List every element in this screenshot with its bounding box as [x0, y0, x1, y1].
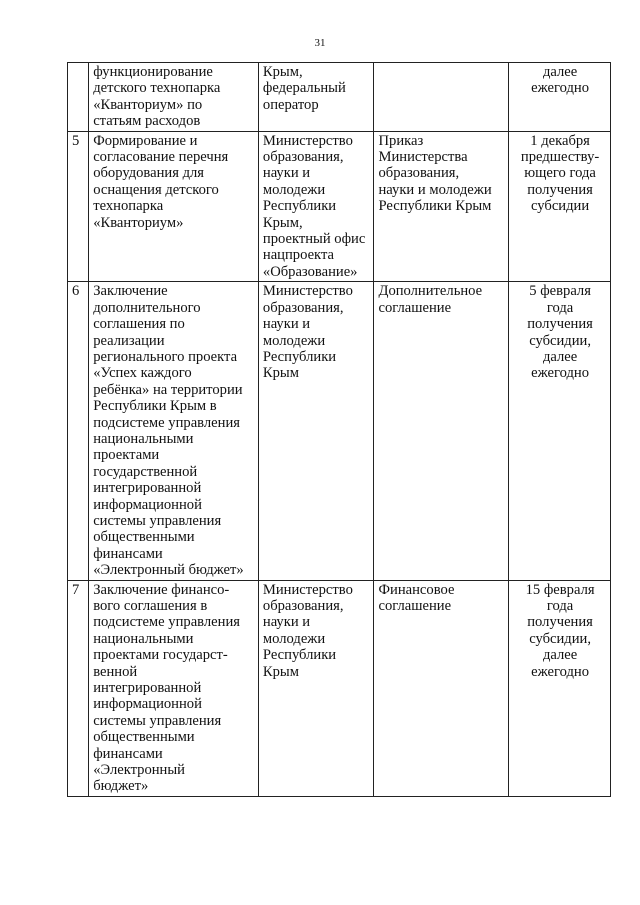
document-cell-line: образования, — [378, 165, 460, 182]
responsible-cell-line: Министерство — [262, 283, 353, 300]
action-cell — [89, 282, 259, 580]
action-cell-line: информационной — [93, 696, 202, 713]
action-cell-line: Республики Крым в — [93, 398, 217, 415]
term-cell — [509, 282, 611, 580]
responsible-cell-line: Крым — [262, 663, 299, 680]
document-cell-line: Республики Крым — [378, 198, 492, 215]
term-cell-line: получения — [527, 614, 593, 631]
term-cell-line: субсидии — [531, 198, 590, 215]
row-number-cell: 7 — [68, 580, 89, 796]
responsible-cell — [258, 131, 374, 282]
plan-table — [67, 62, 611, 797]
page-number: 31 — [314, 37, 326, 49]
action-cell — [89, 131, 259, 282]
term-cell-line: 1 декабря — [530, 132, 590, 149]
term-cell-line: ежегодно — [531, 80, 590, 97]
action-cell-line: оснащения детского — [93, 181, 219, 198]
action-cell-line: ребёнка» на территории — [93, 381, 243, 398]
action-cell-line: «Успех каждого — [93, 365, 192, 382]
responsible-cell-line: науки и — [262, 165, 311, 182]
action-cell-line: дополнительного — [93, 299, 201, 316]
term-cell-line: года — [546, 299, 574, 316]
action-cell-line: вого соглашения в — [93, 598, 208, 614]
document-cell-line: Дополнительное — [378, 283, 483, 300]
action-cell-line: системы управления — [93, 712, 222, 729]
action-cell-line: финансами — [93, 545, 163, 562]
action-cell-line: информационной — [93, 496, 202, 513]
term-cell-line: получения — [527, 181, 593, 198]
action-cell-line: оборудования для — [93, 165, 205, 182]
responsible-cell-line: оператор — [262, 96, 319, 113]
action-cell-line: общественными — [93, 529, 195, 546]
action-cell-line: функционирование — [93, 64, 213, 80]
responsible-cell-line: Республики — [262, 198, 337, 215]
action-cell-line: национальными — [93, 630, 194, 647]
table-body — [68, 63, 611, 797]
responsible-cell — [258, 63, 374, 132]
action-cell-line: общественными — [93, 729, 195, 746]
responsible-cell-line: молодежи — [262, 630, 326, 647]
action-cell-line: проектами государст- — [93, 647, 228, 664]
action-cell-line: Заключение — [93, 283, 168, 300]
term-cell-line: предшеству- — [520, 149, 600, 166]
responsible-cell — [258, 282, 374, 580]
document-cell — [374, 63, 509, 132]
action-cell-line: регионального проекта — [93, 348, 238, 365]
document-cell-line: Финансовое — [378, 581, 455, 598]
action-cell-line: «Кванториум» по — [93, 96, 203, 113]
action-cell-line: подсистеме управления — [93, 414, 240, 431]
action-cell-line: национальными — [93, 430, 194, 447]
action-cell-line: согласование перечня — [93, 149, 229, 166]
responsible-cell-line: Республики — [262, 348, 337, 365]
action-cell-line: Формирование и — [93, 132, 198, 149]
action-cell-line: интегрированной — [93, 480, 202, 497]
table-row — [68, 282, 611, 580]
responsible-cell-line: «Образование» — [262, 263, 358, 280]
responsible-cell — [258, 580, 374, 796]
action-cell-line: технопарка — [93, 198, 164, 215]
document-cell-line: соглашение — [378, 299, 452, 316]
responsible-cell-line: Крым, — [262, 214, 303, 231]
action-cell-line: реализации — [93, 332, 165, 349]
document-cell-line: Приказ — [378, 132, 424, 149]
action-cell-line: системы управления — [93, 512, 222, 529]
term-cell — [509, 580, 611, 796]
action-cell-line: «Кванториум» — [93, 214, 184, 231]
document-cell-line: соглашение — [378, 598, 452, 614]
responsible-cell-line: науки и — [262, 316, 311, 333]
responsible-cell-line: нацпроекта — [262, 247, 334, 264]
action-cell-line: интегрированной — [93, 680, 202, 697]
term-cell-line: ежегодно — [531, 365, 590, 382]
action-cell — [89, 580, 259, 796]
term-cell — [509, 131, 611, 282]
action-cell-line: статьям расходов — [93, 113, 201, 130]
term-cell-line: 5 февраля — [529, 283, 591, 300]
document-cell — [374, 131, 509, 282]
table-row — [68, 63, 611, 132]
responsible-cell-line: молодежи — [262, 332, 326, 349]
term-cell-line: далее — [542, 64, 578, 80]
responsible-cell-line: Министерство — [262, 581, 353, 598]
term-cell — [509, 63, 611, 132]
term-cell-line: ежегодно — [531, 663, 590, 680]
action-cell-line: венной — [93, 663, 138, 680]
responsible-cell-line: Министерство — [262, 132, 353, 149]
term-cell-line: далее — [542, 348, 578, 365]
document-cell — [374, 282, 509, 580]
action-cell-line: Заключение финансо- — [93, 581, 230, 598]
action-cell-line: детского технопарка — [93, 80, 221, 97]
document-cell — [374, 580, 509, 796]
document-cell-line: Министерства — [378, 149, 468, 166]
table-row — [68, 131, 611, 282]
responsible-cell-line: образования, — [262, 598, 344, 614]
term-cell-line: ющего года — [524, 165, 596, 182]
responsible-cell-line: проектный офис — [262, 231, 366, 248]
action-cell-line: бюджет» — [93, 778, 149, 795]
action-cell-line: финансами — [93, 745, 163, 762]
term-cell-line: субсидии, — [529, 630, 591, 647]
action-cell-line: подсистеме управления — [93, 614, 240, 631]
action-cell-line: «Электронный бюджет» — [93, 562, 244, 579]
row-number-cell: 5 — [68, 131, 89, 282]
table-row — [68, 580, 611, 796]
term-cell-line: далее — [542, 647, 578, 664]
row-number-cell — [68, 63, 89, 132]
term-cell-line: получения — [527, 316, 593, 333]
responsible-cell-line: образования, — [262, 299, 344, 316]
term-cell-line: 15 февраля — [525, 581, 595, 598]
responsible-cell-line: молодежи — [262, 181, 326, 198]
responsible-cell-line: науки и — [262, 614, 311, 631]
action-cell-line: соглашения по — [93, 316, 185, 333]
document-cell-line: науки и молодежи — [378, 181, 492, 198]
term-cell-line: субсидии, — [529, 332, 591, 349]
responsible-cell-line: Крым — [262, 365, 299, 382]
action-cell-line: «Электронный — [93, 762, 185, 779]
responsible-cell-line: Крым, — [262, 64, 303, 80]
responsible-cell-line: образования, — [262, 149, 344, 166]
action-cell-line: государственной — [93, 463, 198, 480]
term-cell-line: года — [546, 598, 574, 614]
row-number-cell: 6 — [68, 282, 89, 580]
responsible-cell-line: Республики — [262, 647, 337, 664]
action-cell — [89, 63, 259, 132]
responsible-cell-line: федеральный — [262, 80, 346, 97]
action-cell-line: проектами — [93, 447, 160, 464]
